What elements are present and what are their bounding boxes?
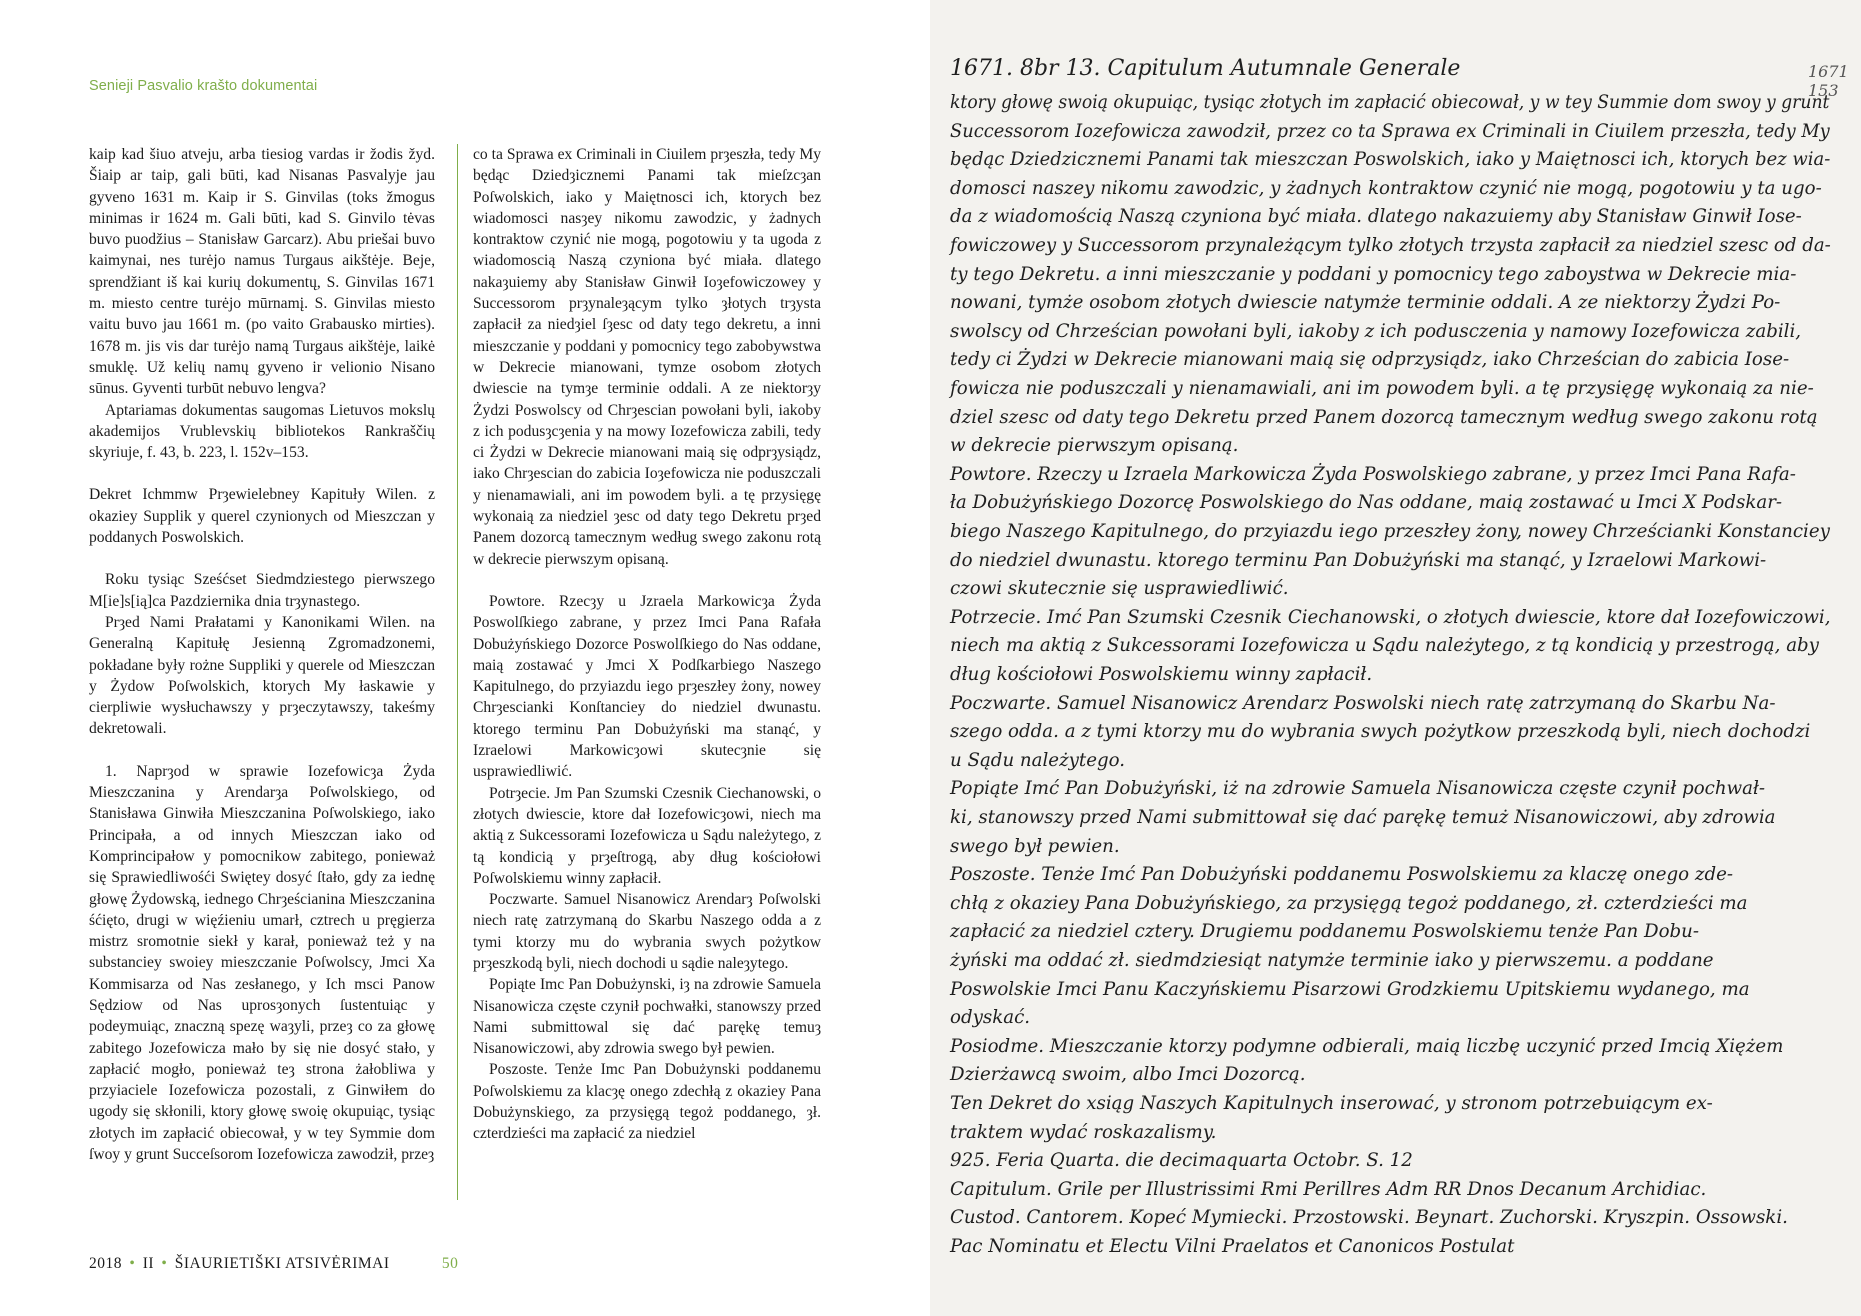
manuscript-line: Pac Nominatu et Electu Vilni Praelatos et Canonicos Postulat [950,1236,1515,1257]
paragraph: Popiąte Imc Pan Dobużynski, iȝ na zdrowie Samuela Nisanowicza częste czynił pochwałki, stanowszy przed Nami submittowal się dać parękę temuȝ Nisanowiczowi, aby zdrowia swego był pewien. [473,976,821,1058]
manuscript-line: ki, stanowszy przed Nami submittował się dać parękę temuż Nisanowiczowi, aby zdrowia [950,807,1776,828]
manuscript-line: będąc Dziedzicznemi Panami tak mieszczan Poswolskich, iako y Maiętnosci ich, ktorych bez wia- [950,149,1831,170]
bullet-icon: • [129,1255,136,1272]
manuscript-line: chłą z okaziey Pana Dobużyńskiego, za przysięgą tegoż poddanego, zł. czterdzieści ma [950,893,1748,914]
manuscript-line: Custod. Cantorem. Kopeć Mymiecki. Przostowski. Beynart. Zuchorski. Kryszpin. Ossowski. [950,1207,1788,1228]
manuscript-line: do niedziel dwunastu. ktorego terminu Pan Dobużyński ma stanąć, y Izraelowi Markowi- [950,550,1767,571]
manuscript-line: odyskać. [950,1007,1031,1028]
document-title: Dekret Ichmmw Prȝewielebney Kapituły Wilen. z okaziey Supplik y querel czynionych od Mieszczan y poddanych Poswolskich. [89,486,435,547]
manuscript-line: swego był pewien. [950,836,1120,857]
manuscript-line: 925. Feria Quarta. die decimaquarta Octobr. S. 12 [950,1150,1413,1171]
paragraph: Roku tysiąc Sześćset Siedmdziestego pierwszego M[ie]s[ią]ca Pazdziernika dnia trȝynastego. [89,571,435,610]
manuscript-line: Capitulum. Grile per Illustrissimi Rmi Perillres Adm RR Dnos Decanum Archidiac. [950,1179,1707,1200]
paragraph: Poczwarte. Samuel Nisanowicz Arendarȝ Poſwolski niech ratę zatrzymaną do Skarbu Naszego odda a z tymi ktorzy mu do wybrania swych pożytkow prȝeszkodą byli, niech dochodi u sądie naleȝytego. [473,891,821,972]
paragraph: co ta Sprawa ex Criminali in Ciuilem prȝeszła, tedy My będąc Dziedȝicznemi Panami tak mieſzcȝan Poſwolskich, iako y Maiętnosci ich, ktorych bez wiadomosci nasȝey nikomu zawodzic, y żadnych kontraktow czynić nie mogą, pogotowiu y ta ugoda z wiadomoscią Naszą czyniona być miała. dlatego nakaȝuiemy aby Stanisław Ginwił Ioȝefowiczowey y Successorom prȝynaleȝącym tylko ȝłotych trȝysta zapłacił za niedȝiel ſȝesc od daty tego dekretu, a inni mieszczanie y poddani y pomocnicy tego zabobywstwa w Dekrecie mianowani, tymze osobom złotych dwiescie na tymȝe terminie oddali. A ze niektorȝy Żydzi Poswolscy od Chrȝescian powołani byli, iakoby z ich podusȝcȝenia y na mowy Iozefowicza zabili, tedy ci Żydzi w Dekrecie mianowani maią się odprȝysiądz, iako Chrȝescian do zabicia Ioȝefowicza nie poduszczali y nienamawiali, ani im powodem byli. a tę przysięgę wykonaią za niedziel ȝesc od daty tego Dekretu prȝed Panem dozorcą tamecznym według swego zakonu rotą w dekrecie pierwszym opisaną. [473,146,821,568]
paragraph: Powtore. Rzecȝy u Jzraela Markowicȝa Żyda Poswolſkiego zabrane, y przez Imci Pana Rafała Dobużyńskiego Dozorce Poswolſkiego do Nas oddane, maią zostawać y Jmci X Podſkarbiego Naszego Kapitulnego, do przyiazdu iego prȝeszłey żony, nowey Chrȝescianki Konſtanciey do niedziel dwunastu. ktorego terminu Pan Dobużyński ma stanąć, y Izraelowi Markowicȝowi skutecȝnie się usprawiedliwić. [473,592,821,781]
manuscript-line: Dzierżawcą swoim, albo Imci Dozorcą. [950,1064,1306,1085]
manuscript-line: dług kościołowi Poswolskiemu winny zapłacił. [950,664,1373,685]
manuscript-line: Poswolskie Imci Panu Kaczyńskiemu Pisarzowi Grodzkiemu Upitskiemu wydanego, ma [950,979,1750,1000]
page-number: 50 [441,1255,459,1272]
footer-journal: ŠIAURIETIŠKI ATSIVĖRIMAI [174,1255,390,1272]
right-text-column [473,144,821,1145]
page-footer [89,1255,458,1273]
running-head: Senieji Pasvalio krašto dokumentai [89,78,318,94]
manuscript-line: Potrzecie. Imć Pan Szumski Czesnik Ciechanowski, o złotych dwiescie, ktore dał Iozefowiczowi, [950,607,1831,628]
manuscript-line: swolscy od Chrześcian powołani byli, iakoby z ich podusczenia y namowy Iozefowicza zabili, [950,321,1802,342]
footer-issue: II [142,1255,155,1272]
paragraph: kaip kad šiuo atveju, arba tiesiog vardas ir žodis žyd. Šiaip ar taip, gali būti, kad Nisanas Pasvalyje jau gyveno 1631 m. Kaip ir S. Ginvilas (toks žmogus minimas ir 1624 m. Gali būti, kad S. Ginvilo tėvas buvo puodžius – Stanisław Garcarz). Abu priešai buvo kaimynai, nes turėjo namus Turgaus aikštėje. Beje, sprendžiant iš kai kurių dokumentų, S. Ginvilas 1671 m. miesto centre turėjo mūrnamį. S. Ginvilas miesto vaitu buvo jau 1661 m. (po vaito Grabausko mirties). 1678 m. jis vis dar turėjo namą Turgaus aikštėje, laikė smuklę. Už kelių namų gyveno ir velionio Nisano sūnus. Gyventi turbūt nebuvo lengva? [89,146,435,398]
manuscript-line: fowicza nie poduszczali y nienamawiali, ani im powodem byli. a tę przysięgę wykonaią za nie- [950,378,1814,399]
manuscript-line: żyński ma oddać zł. siedmdziesiąt natymże terminie iako y pierwszemu. a poddane [950,950,1714,971]
left-page [0,0,930,1316]
manuscript-margin-note: 1671 153 [1808,62,1849,100]
manuscript-line: fowiczowey y Successorom przynależącym tylko złotych trzysta zapłacił za niedziel szesc od da- [950,235,1831,256]
manuscript-line: Poszoste. Tenże Imć Pan Dobużyński poddanemu Poswolskiemu za klaczę onego zde- [950,864,1734,885]
paragraph: 1. Naprȝod w sprawie Iozefowicȝa Żyda Mieszczanina y Arendarȝa Poſwolskiego, od Stanisława Ginwiła Mieszczanina Poſwolskiego, iako Principała, a od innych Mieszczan iako od Komprincipałow y pomocnikow zabitego, ponieważ się Sprawiedliwośći Swiętey dosyć ſtało, gdy za iednę głowę Żydowską, iednego Chrȝeścianina Mieszczanina śćięto, drugi w więźieniu umarł, cztrech u pręgierza mistrz sromotnie siekł y karał, ponieważ też y na substanciey swoiey mieszczanie Poſwolscy, Jmci Xa Kommisarza od Nas zesłanego, y Ich msci Panow Sędziow od Nas uprosȝonych ſustentuiąc y podeymuiąc, znaczną spezę waȝyli, przeȝ co za głowę zabitego Jozefowicza mało by się nie dosyć stało, y zapłacić mogło, ponieważ teȝ strona żałobliwa y przyiaciele Iozefowicza pozostali, z Ginwiłem do ugody się skłonili, ktory głowę swoię okupuiąc, tysiąc złotych im zapłacić obiecował, y w tey Symmie dom ſwoy y grunt Succeſsorom Iozefowicza zawodził, przeȝ [89,762,435,1164]
manuscript-line: Poczwarte. Samuel Nisanowicz Arendarz Poswolski niech ratę zatrzymaną do Skarbu Na- [950,693,1776,714]
manuscript-line: Popiąte Imć Pan Dobużyński, iż na zdrowie Samuela Nisanowicza częste czynił pochwał- [950,778,1765,799]
manuscript-line: da z wiadomością Naszą czyniona być miała. dlatego nakazuiemy aby Stanisław Ginwił Iose- [950,206,1802,227]
left-text-column [89,144,435,1165]
manuscript-line: ty tego Dekretu. a inni mieszczanie y poddani y pomocnicy tego zaboystwa w Dekrecie mia- [950,264,1797,285]
manuscript-header: 1671. 8br 13. Capitulum Autumnale Generale [950,56,1461,81]
manuscript-line: Ten Dekret do xsiąg Naszych Kapitulnych inserować, y stronom potrzebuiącym ex- [950,1093,1713,1114]
manuscript-line: niech ma aktią z Sukcessorami Iozefowicza u Sądu należytego, z tą kondicią y przestrogą, aby [950,635,1819,656]
manuscript-line: w dekrecie pierwszym opisaną. [950,435,1239,456]
manuscript-line: szego odda. a z tymi ktorzy mu do wybrania swych pożytkow przeszkodą byli, niech dochodzi [950,721,1811,742]
manuscript-line: Posiodme. Mieszczanie ktorzy podymne odbierali, maią liczbę uczynić przed Imcią Xiężem [950,1036,1784,1057]
manuscript-line: u Sądu należytego. [950,750,1126,771]
manuscript-line: traktem wydać roskazalismy. [950,1122,1217,1143]
paragraph: Poszoste. Tenże Imc Pan Dobużynski poddanemu Poſwolskiemu za klacȝę onego zdechłą z okaziey Pana Dobużynskiego, za przysięgą tegoż poddanego, ȝł. czterdzieści ma zapłacić za niedziel [473,1061,821,1143]
paragraph: Aptariamas dokumentas saugomas Lietuvos mokslų akademijos Vrublevskių bibliotekos Rankraščių skyriuje, f. 43, b. 223, l. 152v–153. [89,401,435,462]
column-divider [457,144,458,1200]
manuscript-line: nowani, tymże osobom złotych dwiescie natymże terminie oddali. A ze niektorzy Żydzi Po- [950,292,1781,313]
manuscript-line: dziel szesc od daty tego Dekretu przed Panem dozorcą tamecznym według swego zakonu rotą [950,407,1818,428]
manuscript-line: tedy ci Żydzi w Dekrecie mianowani maią się odprzysiądz, iako Chrześcian do zabicia Iose- [950,349,1790,370]
manuscript-line: Successorom Iozefowicza zawodził, przez co ta Sprawa ex Criminali in Ciuilem przeszła, tedy My [950,121,1830,142]
manuscript-line: czowi skutecznie się usprawiedliwić. [950,578,1289,599]
bullet-icon: • [161,1255,168,1272]
manuscript-line: ktory głowę swoią okupuiąc, tysiąc złotych im zapłacić obiecował, y w tey Summie dom swoy y grunt [950,92,1830,113]
paragraph: Prȝed Nami Prałatami y Kanonikami Wilen. na Generalną Kapitułę Jesienną Zgromadzonemi, pokładane były rożne Suppliki y querele od Mieszczan y Żydow Poſwolskich, ktorych My łaskawie y cierpliwie wysłuchawszy y prȝeczytawszy, takeśmy dekretowali. [89,613,435,738]
manuscript-line: biego Naszego Kapitulnego, do przyiazdu iego przeszłey żony, nowey Chrześcianki Konstanciey [950,521,1830,542]
manuscript-line: ła Dobużyńskiego Dozorcę Poswolskiego do Nas oddane, maią zostawać u Imci X Podskar- [950,492,1783,513]
manuscript-line: domosci naszey nikomu zawodzic, y żadnych kontraktow czynić nie mogą, pogotowiu y ta ugo- [950,178,1822,199]
manuscript-line: Powtore. Rzeczy u Izraela Markowicza Żyda Poswolskiego zabrane, y przez Imci Pana Rafa- [950,464,1796,485]
manuscript-line: zapłacić za niedziel cztery. Drugiemu poddanemu Poswolskiemu tenże Pan Dobu- [950,921,1700,942]
paragraph: Potrȝecie. Jm Pan Szumski Czesnik Ciechanowski, o złotych dwiescie, ktore dał Iozefowicȝowi, niech ma aktią z Sukcessorami Iozefowicza u Sądu należytego, z tą kondicią y prȝeſtrogą, aby dług kościołowi Poſwolskiemu winny zapłacił. [473,784,821,887]
footer-year: 2018 [89,1255,122,1272]
